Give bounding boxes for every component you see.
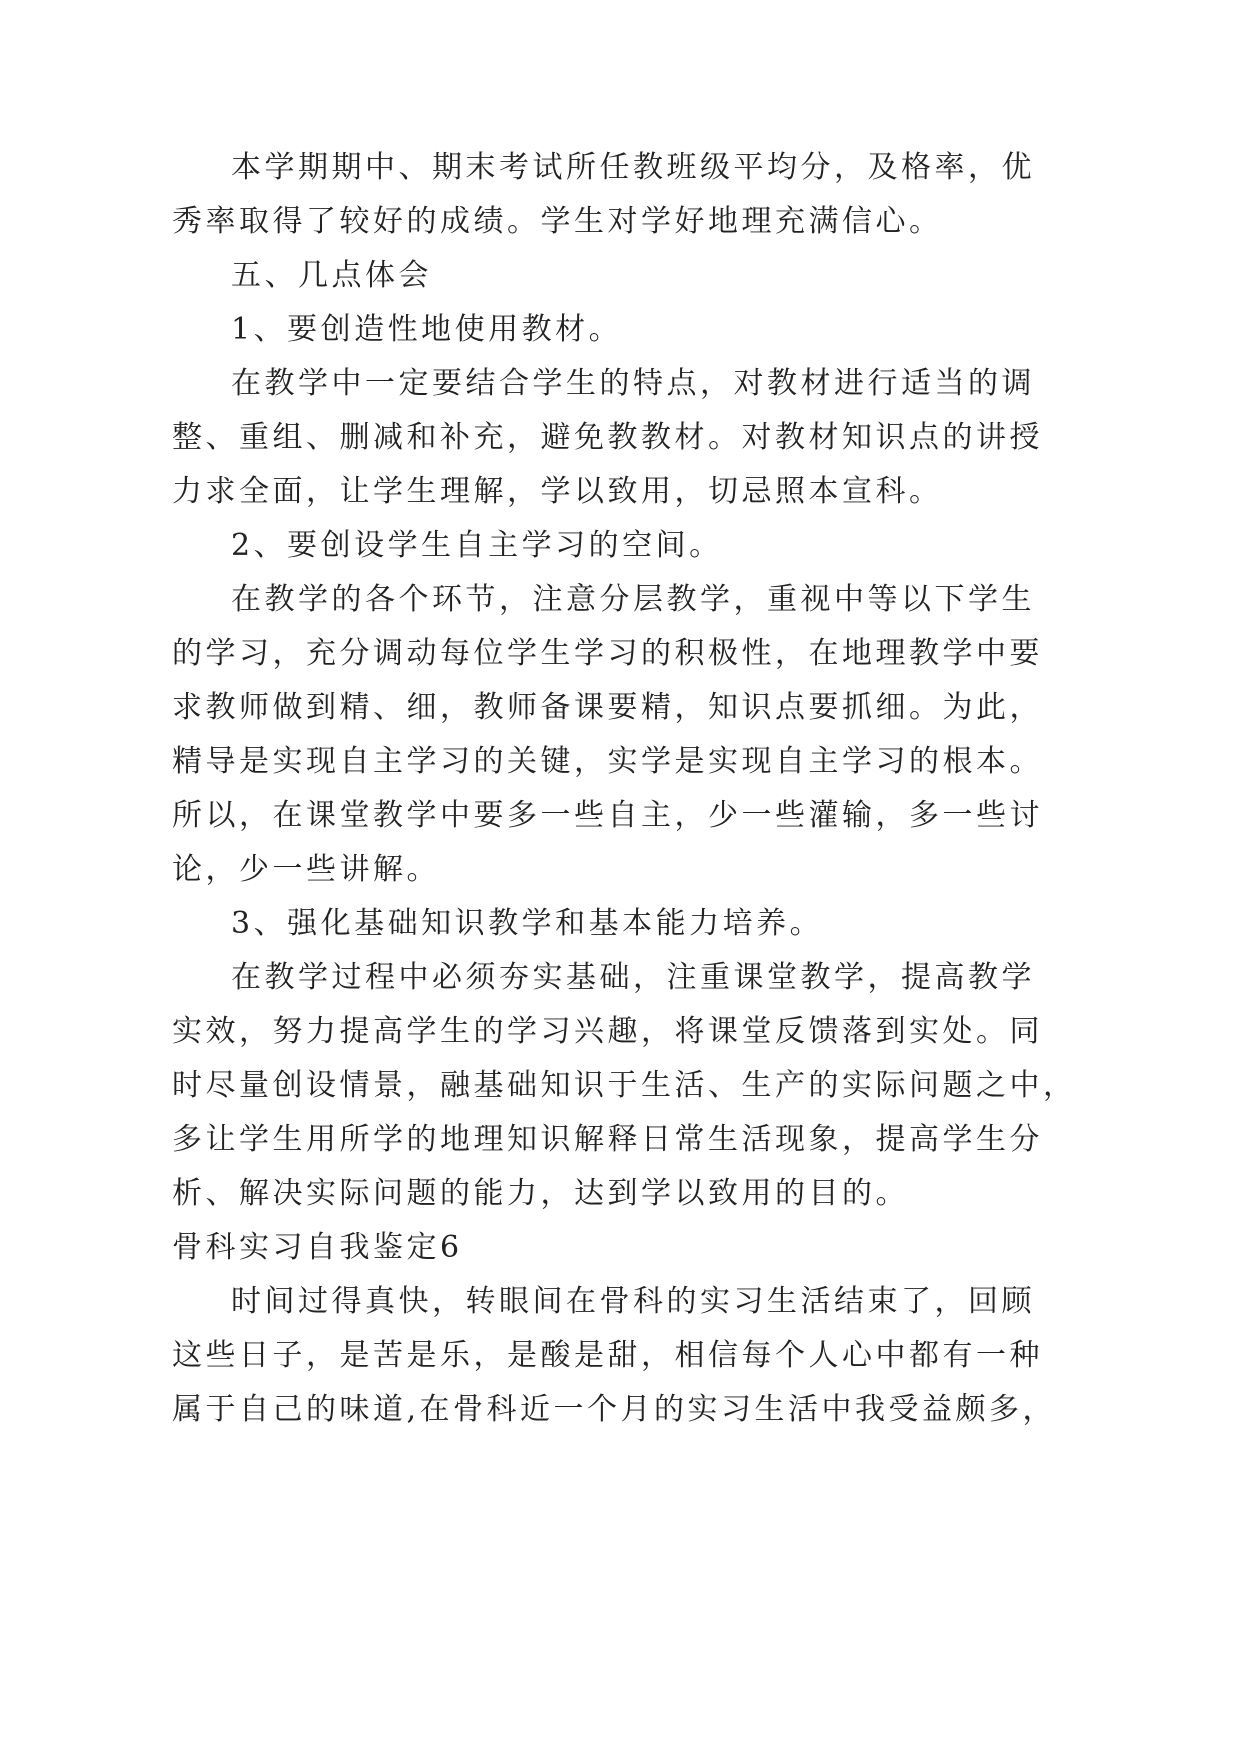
text-line: 在教学中一定要结合学生的特点，对教材进行适当的调 [231,366,1035,401]
section-heading: 五、几点体会 [231,258,432,293]
text-line: 秀率取得了较好的成绩。学生对学好地理充满信心。 [172,204,943,239]
text-line: 在教学过程中必须夯实基础，注重课堂教学，提高教学 [231,960,1035,995]
text-line: 本学期期中、期末考试所任教班级平均分，及格率，优 [231,150,1035,185]
text-line: 精导是实现自主学习的关键，实学是实现自主学习的根本。 [172,744,1043,779]
section-title: 骨科实习自我鉴定6 [172,1230,463,1265]
text-line: 所以，在课堂教学中要多一些自主，少一些灌输，多一些讨 [172,798,1043,833]
subheading: 1、要创造性地使用教材。 [231,312,623,347]
text-line: 析、解决实际问题的能力，达到学以致用的目的。 [172,1176,909,1211]
text-line: 多让学生用所学的地理知识解释日常生活现象，提高学生分 [172,1122,1043,1157]
subheading: 2、要创设学生自主学习的空间。 [231,528,723,563]
text-line: 论，少一些讲解。 [172,852,440,887]
text-line: 整、重组、删减和补充，避免教教材。对教材知识点的讲授 [172,420,1043,455]
text-line: 力求全面，让学生理解，学以致用，切忌照本宣科。 [172,474,943,509]
text-line: 在教学的各个环节，注意分层教学，重视中等以下学生 [231,582,1035,617]
text-line: 求教师做到精、细，教师备课要精，知识点要抓细。为此， [172,690,1043,725]
text-line: 实效，努力提高学生的学习兴趣，将课堂反馈落到实处。同 [172,1014,1043,1049]
subheading: 3、强化基础知识教学和基本能力培养。 [231,906,824,941]
text-line: 属于自己的味道,在骨科近一个月的实习生活中我受益颇多， [172,1392,1057,1427]
text-line: 这些日子，是苦是乐，是酸是甜，相信每个人心中都有一种 [172,1338,1043,1373]
text-line: 时间过得真快，转眼间在骨科的实习生活结束了，回顾 [231,1284,1035,1319]
text-line: 时尽量创设情景，融基础知识于生活、生产的实际问题之中， [172,1068,1077,1103]
text-line: 的学习，充分调动每位学生学习的积极性，在地理教学中要 [172,636,1043,671]
